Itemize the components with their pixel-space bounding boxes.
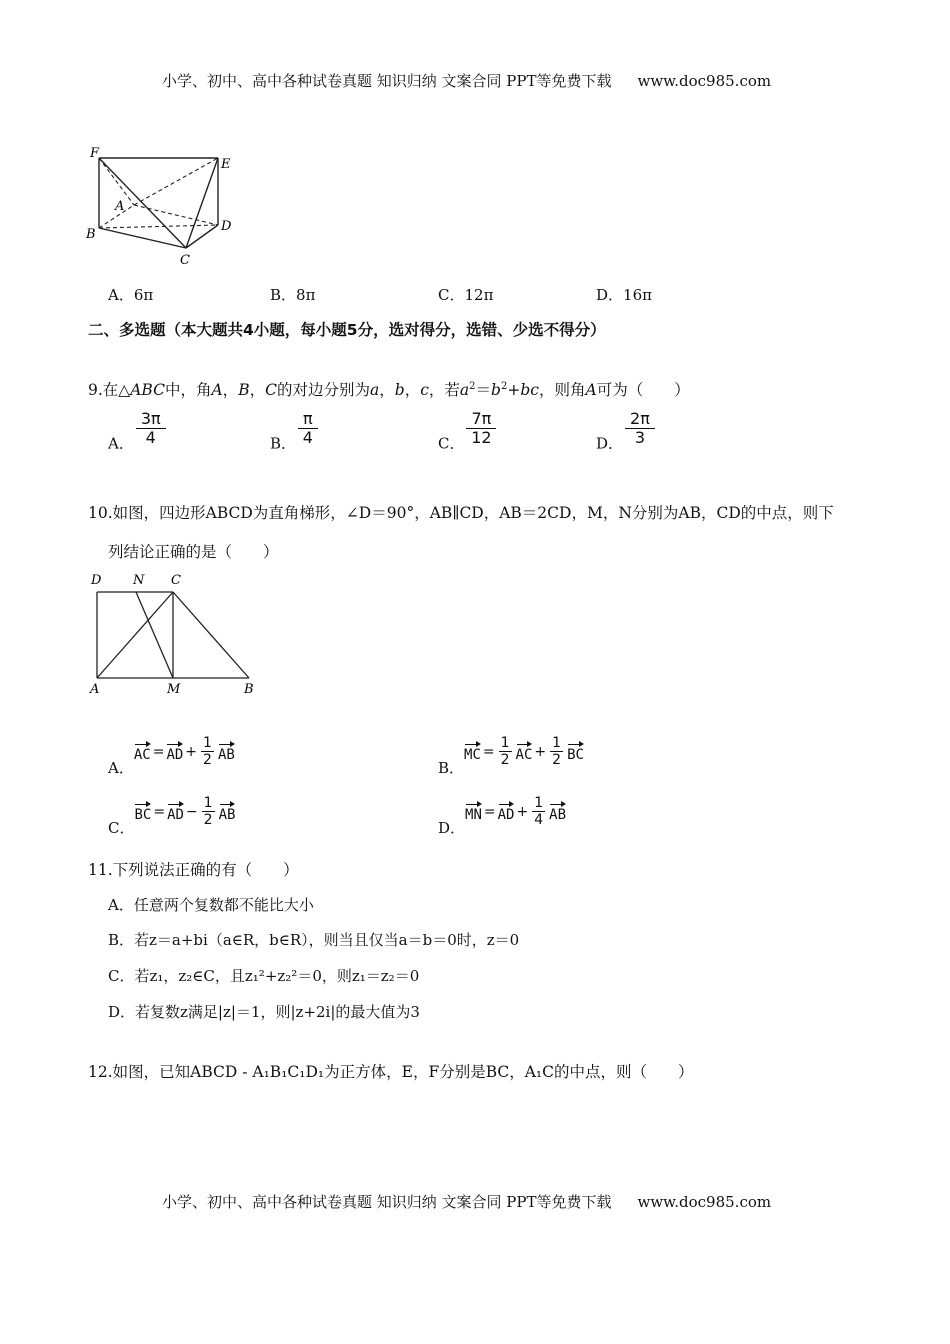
q10-stem-line1: 10.如图，四边形ABCD为直角梯形，∠D＝90°，AB∥CD，AB＝2CD，M，N分别为AB，CD的中点，则下 — [88, 504, 834, 522]
fig2-label-a: A — [90, 682, 100, 697]
q8-option-d: D．16π — [596, 286, 652, 304]
footer-text: 小学、初中、高中各种试卷真题 知识归纳 文案合同 PPT等免费下载 — [162, 1193, 612, 1211]
fig2-label-d: D — [91, 573, 102, 588]
q10-option-d: D． MN = AD + $\frac{1}{4}$ AB — [438, 795, 566, 837]
fig2-label-c: C — [171, 573, 181, 588]
q9-stem: 9.在△ABC中，角A，B，C的对边分别为a，b，c，若$a^2=b^2+bc$，则角A可为（ ） — [88, 380, 690, 399]
q11-option-d: D．若复数z满足|z|＝1，则|z+2i|的最大值为3 — [108, 1003, 420, 1021]
page-footer — [162, 1191, 771, 1212]
q10-option-b: B． MC = $\frac{1}{2}$ AC + $\frac{1}{2}$ BC — [438, 735, 584, 777]
q9-option-c: C． $\frac{7\pi}{12}$ — [438, 410, 498, 454]
section-title: 二、多选题（本大题共4小题，每小题5分，选对得分，选错、少选不得分） — [88, 321, 606, 339]
q9-option-b: B． $\frac{\pi}{4}$ — [270, 410, 320, 454]
q11-stem: 11.下列说法正确的有（ ） — [88, 861, 299, 879]
q10-option-a: A． AC = AD + $\frac{1}{2}$ AB — [108, 735, 235, 777]
page-header — [162, 70, 771, 91]
fig1-label-d: D — [221, 219, 232, 234]
prism-figure — [82, 140, 242, 270]
q9-option-d: D． $\frac{2\pi}{3}$ — [596, 410, 657, 454]
fig1-label-a: A — [115, 199, 125, 214]
footer-url[interactable]: www.doc985.com — [637, 1193, 772, 1211]
q11-option-c: C．若z₁，z₂∈C，且z₁²+z₂²＝0，则z₁＝z₂＝0 — [108, 967, 420, 985]
q12-stem: 12.如图，已知ABCD - A₁B₁C₁D₁为正方体，E，F分别是BC，A₁C的中点，则（ ） — [88, 1063, 694, 1081]
fig2-label-b: B — [244, 682, 254, 697]
q10-option-c: C． BC = AD − $\frac{1}{2}$ AB — [108, 795, 236, 837]
fig1-label-b: B — [86, 227, 96, 242]
header-url[interactable]: www.doc985.com — [637, 72, 772, 90]
fig1-label-e: E — [221, 157, 231, 172]
fig2-label-m: M — [167, 682, 181, 697]
trapezoid-figure — [86, 568, 266, 700]
q11-option-a: A．任意两个复数都不能比大小 — [108, 896, 314, 914]
fig1-label-f: F — [90, 146, 100, 161]
fig2-label-n: N — [133, 573, 145, 588]
q9-option-a: A． $\frac{3\pi}{4}$ — [108, 410, 168, 454]
q8-option-c: C．12π — [438, 286, 494, 304]
q8-option-a: A．6π — [108, 286, 154, 304]
fig1-label-c: C — [180, 253, 190, 268]
header-text: 小学、初中、高中各种试卷真题 知识归纳 文案合同 PPT等免费下载 — [162, 72, 612, 90]
q10-stem-line2: 列结论正确的是（ ） — [108, 543, 279, 561]
q8-option-b: B．8π — [270, 286, 316, 304]
q11-option-b: B．若z＝a+bi（a∈R，b∈R），则当且仅当a＝b＝0时，z＝0 — [108, 931, 520, 949]
